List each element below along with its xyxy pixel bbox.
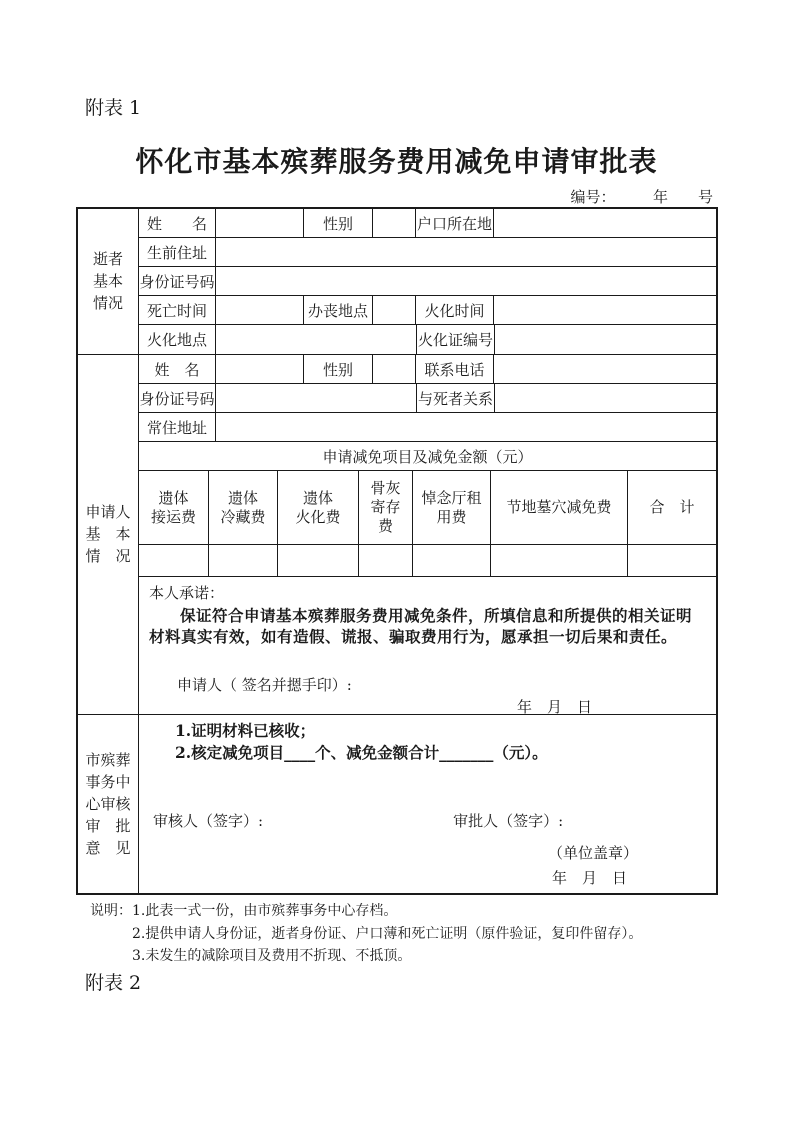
fee-col-line: 火化费 bbox=[295, 507, 341, 526]
applicant-name-field[interactable] bbox=[216, 355, 304, 383]
section-label-line: 市殡葬 bbox=[85, 750, 131, 769]
commitment-row bbox=[139, 577, 716, 714]
notes-block bbox=[90, 900, 642, 968]
section-label-line: 情况 bbox=[92, 294, 123, 312]
page-title: 怀化市基本殡葬服务费用减免申请审批表 bbox=[135, 145, 658, 178]
applicant-phone-field[interactable] bbox=[494, 355, 716, 383]
funeral-place-label: 办丧地点 bbox=[304, 296, 373, 324]
section-label-line: 意 见 bbox=[85, 838, 131, 857]
notes-label: 说明： bbox=[90, 903, 132, 919]
table-row bbox=[139, 267, 716, 296]
cremation-place-label: 火化地点 bbox=[139, 325, 216, 354]
notes-items bbox=[132, 900, 642, 968]
fee-value-hall-rental[interactable] bbox=[413, 545, 491, 576]
table-row bbox=[139, 296, 716, 325]
fee-col-line: 冷藏费 bbox=[220, 507, 266, 526]
section-label-line: 基 本 bbox=[85, 525, 131, 543]
unit-seal-label: （单位盖章） bbox=[548, 844, 639, 862]
fee-value-row bbox=[139, 545, 716, 577]
fee-col-cremation bbox=[278, 471, 359, 544]
fee-col-line: 遗体 bbox=[227, 488, 258, 507]
table-row bbox=[139, 442, 716, 471]
note-item: 3.未发生的减除项目及费用不折现、不抵顶。 bbox=[132, 948, 412, 964]
section-label-line: 审 批 bbox=[85, 816, 131, 835]
fee-value-grave-reduction[interactable] bbox=[491, 545, 628, 576]
deceased-residence-field[interactable] bbox=[216, 238, 716, 266]
section-deceased bbox=[78, 209, 716, 355]
deceased-id-field[interactable] bbox=[216, 267, 716, 295]
applicant-phone-label: 联系电话 bbox=[416, 355, 494, 383]
table-row bbox=[139, 384, 716, 413]
relation-field[interactable] bbox=[495, 384, 716, 412]
fee-col-ash-deposit bbox=[359, 471, 413, 544]
fee-col-grave-reduction bbox=[491, 471, 628, 544]
section-label-line: 心审核 bbox=[85, 794, 131, 813]
fee-col-line: 费 bbox=[377, 517, 393, 535]
section-review bbox=[78, 715, 716, 893]
table-row bbox=[139, 413, 716, 442]
review-row bbox=[139, 715, 716, 893]
section-deceased-label bbox=[78, 209, 139, 354]
deceased-residence-label: 生前住址 bbox=[139, 238, 216, 266]
approver-signature-label[interactable]: 审批人（签字）: bbox=[453, 812, 564, 830]
fee-header-row bbox=[139, 471, 716, 545]
fee-col-line: 遗体 bbox=[302, 488, 333, 507]
fee-col-total bbox=[628, 471, 716, 544]
attachment-label-1: 附表 1 bbox=[85, 97, 142, 119]
fee-value-body-transport[interactable] bbox=[139, 545, 209, 576]
applicant-signature-label[interactable]: 申请人（ 签名并摁手印）: bbox=[177, 676, 352, 694]
review-cell bbox=[139, 715, 716, 893]
applicant-id-field[interactable] bbox=[216, 384, 417, 412]
fee-value-body-storage[interactable] bbox=[209, 545, 278, 576]
fee-col-line: 用费 bbox=[436, 507, 467, 526]
fee-col-line: 节地墓穴减免费 bbox=[506, 498, 612, 516]
commitment-body: 保证符合申请基本殡葬服务费用减免条件，所填信息和所提供的相关证明材料真实有效，如有造假、谎报、骗取费用行为，愿承担一切后果和责任。 bbox=[149, 606, 693, 646]
section-label-line: 申请人 bbox=[85, 503, 131, 521]
applicant-gender-label: 性别 bbox=[304, 355, 373, 383]
deceased-name-label: 姓 名 bbox=[139, 209, 216, 237]
fee-col-line: 悼念厅租 bbox=[421, 488, 482, 507]
reviewer-signature-label[interactable]: 审核人（签字）: bbox=[153, 812, 264, 830]
table-row bbox=[139, 355, 716, 384]
note-item: 2.提供申请人身份证，逝者身份证、户口薄和死亡证明（原件验证，复印件留存）。 bbox=[132, 925, 643, 942]
review-line-2[interactable]: 2.核定减免项目____个、减免金额合计_______（元）。 bbox=[175, 743, 548, 762]
serial-number-line: 编号： 年 号 bbox=[570, 188, 713, 206]
cremation-place-field[interactable] bbox=[216, 325, 417, 354]
fee-col-line: 遗体 bbox=[158, 488, 189, 507]
note-item: 1.此表一式一份，由市殡葬事务中心存档。 bbox=[132, 903, 398, 919]
deceased-household-label: 户口所在地 bbox=[416, 209, 494, 237]
table-row bbox=[139, 209, 716, 238]
fee-col-body-transport bbox=[139, 471, 209, 544]
applicant-date-label: 年 月 日 bbox=[517, 698, 593, 714]
fee-table-header: 申请减免项目及减免金额（元） bbox=[322, 447, 533, 466]
deceased-name-field[interactable] bbox=[216, 209, 304, 237]
review-date-label: 年 月 日 bbox=[552, 869, 628, 887]
section-label-line: 逝者 bbox=[92, 250, 123, 268]
funeral-place-field[interactable] bbox=[373, 296, 416, 324]
deceased-gender-label: 性别 bbox=[304, 209, 373, 237]
applicant-gender-field[interactable] bbox=[373, 355, 416, 383]
cremation-cert-field[interactable] bbox=[495, 325, 716, 354]
applicant-address-field[interactable] bbox=[216, 413, 716, 441]
fee-col-line: 合 计 bbox=[649, 498, 695, 516]
table-row bbox=[139, 238, 716, 267]
deceased-gender-field[interactable] bbox=[373, 209, 416, 237]
fee-value-total[interactable] bbox=[628, 545, 716, 576]
section-label-line: 情 况 bbox=[85, 547, 131, 565]
commitment-cell bbox=[139, 577, 716, 714]
deceased-id-label: 身份证号码 bbox=[139, 267, 216, 295]
section-label-line: 事务中 bbox=[85, 772, 131, 791]
fee-col-line: 接运费 bbox=[150, 507, 196, 526]
applicant-id-label: 身份证号码 bbox=[139, 384, 216, 412]
application-form-table bbox=[76, 207, 718, 895]
attachment-label-2: 附表 2 bbox=[85, 972, 142, 994]
fee-value-ash-deposit[interactable] bbox=[359, 545, 413, 576]
fee-col-line: 骨灰 bbox=[370, 479, 401, 497]
review-line-1: 1.证明材料已核收； bbox=[175, 721, 316, 740]
applicant-name-label: 姓 名 bbox=[139, 355, 216, 383]
relation-label: 与死者关系 bbox=[417, 384, 495, 412]
applicant-address-label: 常住地址 bbox=[139, 413, 216, 441]
death-time-field[interactable] bbox=[216, 296, 304, 324]
cremation-time-label: 火化时间 bbox=[416, 296, 494, 324]
cremation-time-field[interactable] bbox=[494, 296, 716, 324]
fee-col-hall-rental bbox=[413, 471, 491, 544]
table-row bbox=[139, 325, 716, 354]
fee-col-line: 寄存 bbox=[370, 498, 401, 516]
review-signers bbox=[139, 810, 706, 831]
commitment-heading: 本人承诺： bbox=[149, 584, 225, 602]
section-applicant-label bbox=[78, 355, 139, 714]
section-applicant bbox=[78, 355, 716, 715]
section-label-line: 基本 bbox=[92, 272, 123, 290]
deceased-household-field[interactable] bbox=[494, 209, 716, 237]
fee-col-body-storage bbox=[209, 471, 278, 544]
section-review-label bbox=[78, 715, 139, 893]
fee-value-cremation[interactable] bbox=[278, 545, 359, 576]
cremation-cert-label: 火化证编号 bbox=[417, 325, 495, 354]
death-time-label: 死亡时间 bbox=[139, 296, 216, 324]
